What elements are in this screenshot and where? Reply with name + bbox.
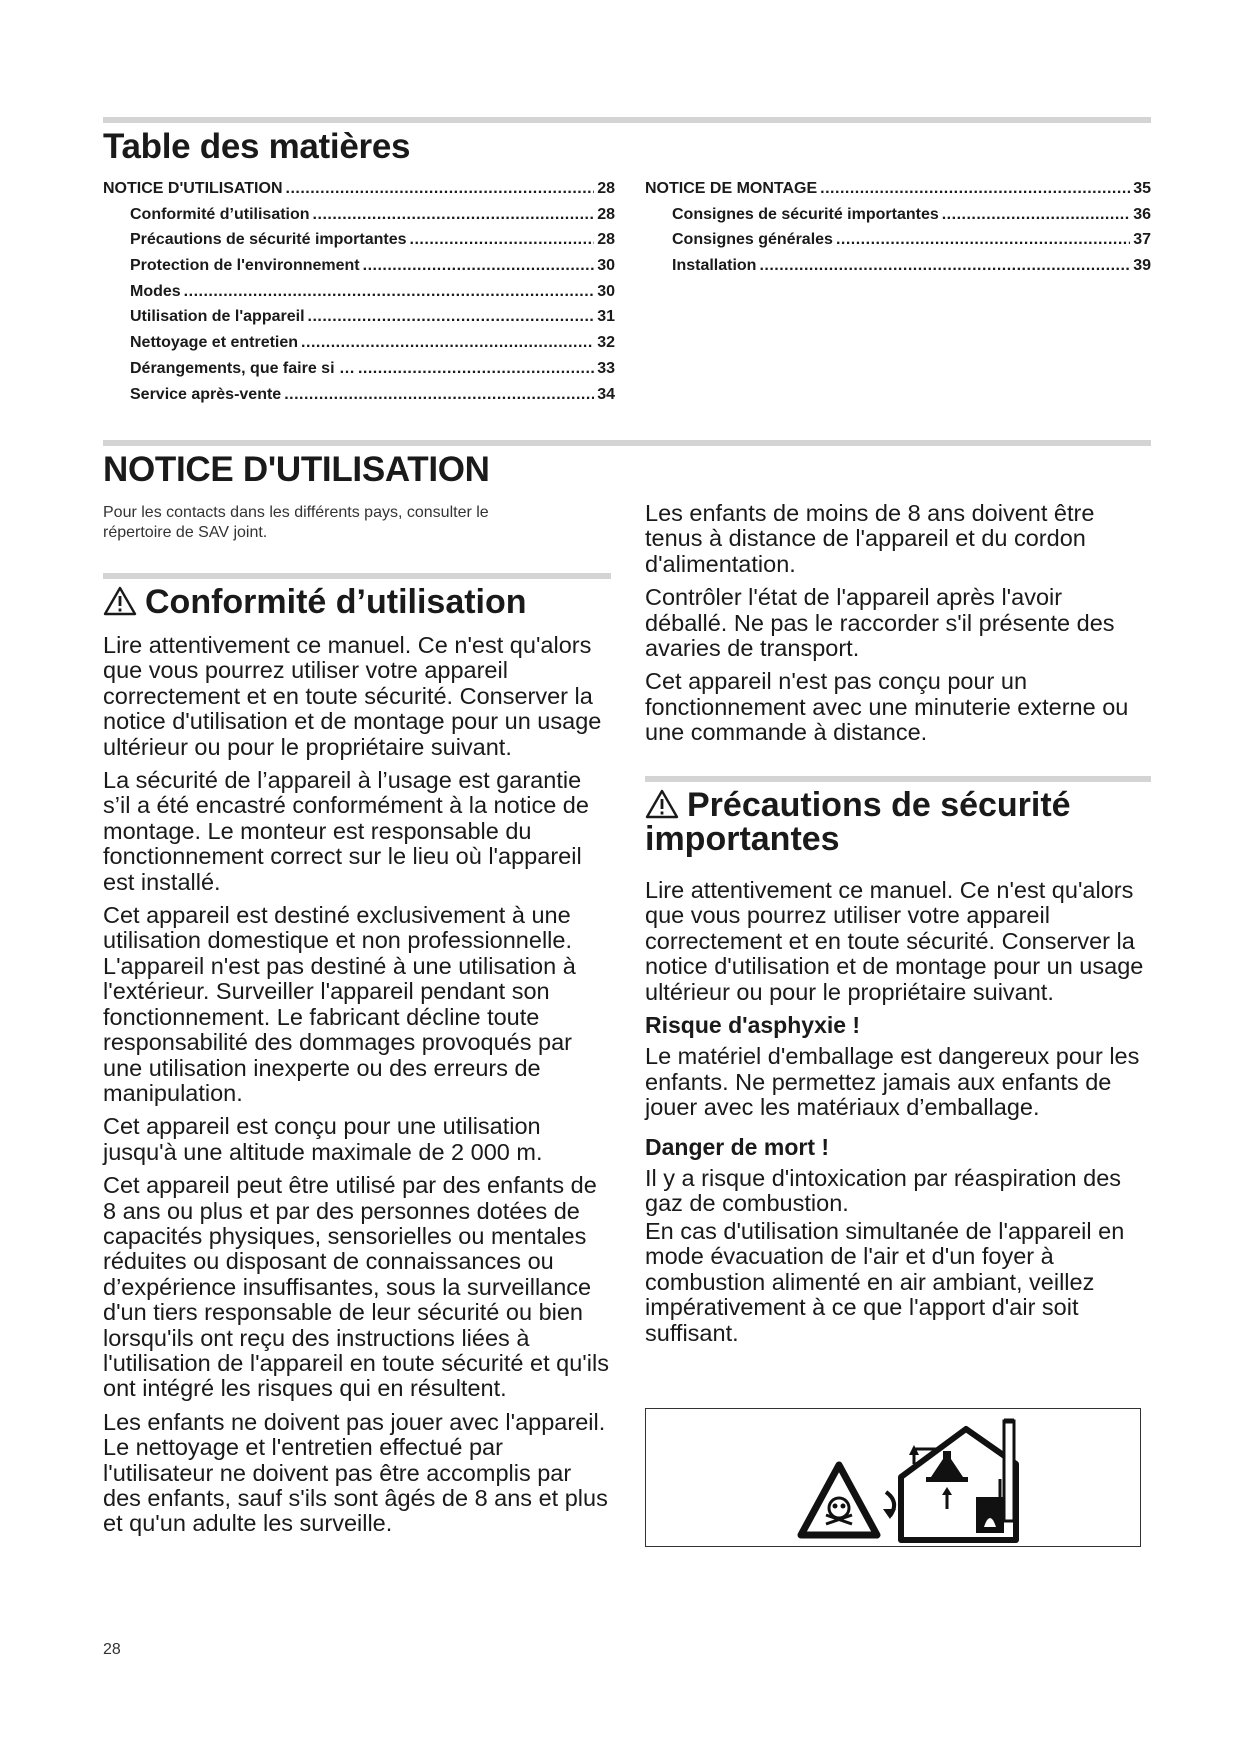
toc-entry[interactable]: [103, 386, 615, 412]
toc-entry-label: NOTICE DE MONTAGE: [645, 180, 818, 197]
toc-entry-page: 36: [1133, 205, 1151, 223]
toc-leader-dots: [286, 180, 595, 198]
toc-entry-label: Nettoyage et entretien: [130, 334, 299, 352]
toc-entry-page: 30: [597, 257, 615, 275]
conformite-section: [103, 585, 613, 1545]
toc-left-column: [103, 180, 615, 411]
toc-entry-label: Modes: [130, 282, 181, 300]
warning-triangle-icon: [103, 586, 137, 616]
toc-entry-label: Consignes de sécurité importantes: [672, 205, 939, 223]
toc-entry-label: Service après-vente: [130, 385, 282, 403]
right-paragraph: Cet appareil n'est pas conçu pour un fonctionnement avec une minuterie externe ou une commande à distance.: [645, 668, 1129, 746]
toc-entry[interactable]: [103, 257, 615, 283]
precautions-heading: [645, 788, 1150, 856]
toc-entry-page: 35: [1133, 180, 1151, 197]
toc-leader-dots: [759, 257, 1130, 275]
toc-entry-page: 31: [597, 308, 615, 326]
right-column-intro: [645, 501, 1150, 754]
right-paragraph: Les enfants de moins de 8 ans doivent être tenus à distance de l'appareil et du cordon d'alimentation.: [645, 500, 1095, 577]
combustion-warning-illustration: [646, 1409, 1140, 1546]
toc-entry-page: 32: [597, 334, 615, 352]
toc-entry-label: Précautions de sécurité importantes: [130, 231, 407, 249]
conformite-paragraph: Cet appareil est destiné exclusivement à une utilisation domestique et non professionnelle. L'appareil n'est pas destiné à une utilisation à l'extérieur. Surveiller l'appareil pendant son fonctionnement. Le fabricant décline toute responsabilité des dommages provoqués par une utilisation inexperte ou des erreurs de manipulation.: [103, 902, 576, 1106]
toc-leader-dots: [301, 334, 594, 352]
conformite-paragraph: La sécurité de l’appareil à l’usage est garantie s’il a été encastré conformément à la notice de montage. Le monteur est responsable du fonctionnement correct sur le lieu où l'appareil est installé.: [103, 767, 589, 895]
notice-title: NOTICE D'UTILISATION: [103, 450, 490, 489]
toc-entry-page: 39: [1133, 257, 1151, 275]
precautions-rule: [645, 776, 1151, 782]
top-rule: [103, 117, 1151, 123]
toc-entry-page: 37: [1133, 231, 1151, 249]
toc-entry-page: 28: [597, 180, 615, 197]
conformite-paragraph: Les enfants ne doivent pas jouer avec l'appareil. Le nettoyage et l'entretien effectué par l'utilisateur ne doivent pas être accomplis par des enfants, sauf s'ils sont âgés de 8 ans et plus et qu'un adulte les surveille.: [103, 1408, 608, 1537]
toc-entry[interactable]: [103, 308, 615, 334]
conformite-paragraph: Lire attentivement ce manuel. Ce n'est qu'alors que vous pourrez utiliser votre appareil correctement et en toute sécurité. Conserver la notice d'utilisation et de montage pour un usage ultérieur ou pour le propriétaire suivant.: [103, 632, 602, 760]
right-paragraph: Contrôler l'état de l'appareil après l'avoir déballé. Ne pas le raccorder s'il présente des avaries de transport.: [645, 584, 1115, 662]
toc-entry[interactable]: [645, 206, 1151, 232]
toc-entry-label: NOTICE D'UTILISATION: [103, 180, 283, 197]
toc-entry-page: 34: [597, 385, 615, 403]
toc-leader-dots: [313, 206, 595, 224]
toc-entry[interactable]: [645, 180, 1151, 206]
toc-entry[interactable]: [103, 180, 615, 206]
toc-entry-label: Conformité d’utilisation: [130, 205, 310, 223]
toc-leader-dots: [820, 180, 1130, 198]
page-number: 28: [103, 1641, 121, 1658]
toc-entry-page: 30: [597, 282, 615, 300]
asphyxie-heading: Risque d'asphyxie !: [645, 1012, 861, 1039]
toc-right-column: [645, 180, 1151, 283]
toc-entry-label: Utilisation de l'appareil: [130, 308, 305, 326]
precautions-section: [645, 788, 1150, 1354]
conformite-paragraph: Cet appareil est conçu pour une utilisation jusqu'à une altitude maximale de 2 000 m.: [103, 1113, 543, 1165]
toc-entry-page: 28: [597, 205, 615, 223]
toc-entry[interactable]: [103, 334, 615, 360]
toc-leader-dots: [942, 206, 1130, 224]
precautions-title: Précautions de sécurité importantes: [645, 786, 1071, 858]
toc-entry-label: Installation: [672, 257, 757, 275]
toc-title: Table des matières: [103, 127, 411, 166]
toc-entry-label: Dérangements, que faire si …: [130, 359, 355, 377]
toc-entry-label: Protection de l'environnement: [130, 257, 360, 275]
conformite-rule: [103, 573, 611, 579]
warning-triangle-icon: [645, 789, 679, 819]
precautions-intro: Lire attentivement ce manuel. Ce n'est qu'alors que vous pourrez utiliser votre appareil correctement et en toute sécurité. Conserver la notice d'utilisation et de montage pour un usage ultérieur ou pour le propriétaire suivant.: [645, 877, 1144, 1005]
toc-entry[interactable]: [645, 257, 1151, 283]
asphyxie-text: Le matériel d'emballage est dangereux pour les enfants. Ne permettez jamais aux enfants de jouer avec les matériaux d’emballage.: [645, 1043, 1140, 1121]
section-rule: [103, 440, 1151, 446]
toc-entry[interactable]: [103, 360, 615, 386]
toc-entry[interactable]: [103, 283, 615, 309]
danger-text: En cas d'utilisation simultanée de l'appareil en mode évacuation de l'air et d'un foyer à combustion alimenté en air ambiant, veillez impérativement à ce que l'apport d'air soit suffisant.: [645, 1217, 1125, 1346]
conformite-title: Conformité d’utilisation: [145, 583, 527, 621]
conformite-heading: [103, 585, 613, 619]
toc-leader-dots: [358, 360, 594, 378]
conformite-paragraph: Cet appareil peut être utilisé par des enfants de 8 ans ou plus et par des personnes dotées de capacités physiques, sensorielles ou mentales réduites ou disposant de connaissances ou d’expérience insuffisantes, sous la surveillance d'un tiers responsable de leur sécurité ou bien lorsqu'ils ont reçu des instructions liées à l'utilisation de l'appareil en toute sécurité et qu'ils ont intégré les risques qui en résultent.: [103, 1172, 609, 1402]
toc-leader-dots: [184, 283, 595, 301]
toc-entry[interactable]: [103, 206, 615, 232]
combustion-warning-figure: [645, 1408, 1141, 1547]
toc-entry[interactable]: [103, 231, 615, 257]
toc-entry-label: Consignes générales: [672, 231, 833, 249]
toc-leader-dots: [836, 231, 1130, 249]
toc-entry-page: 28: [597, 231, 615, 249]
toc-leader-dots: [410, 231, 595, 249]
contacts-note: Pour les contacts dans les différents pays, consulter le répertoire de SAV joint.: [103, 504, 489, 541]
toc-leader-dots: [284, 386, 594, 404]
danger-heading: Danger de mort !: [645, 1133, 830, 1160]
toc-entry-page: 33: [597, 359, 615, 377]
toc-leader-dots: [308, 308, 595, 326]
danger-text: Il y a risque d'intoxication par réaspiration des gaz de combustion.: [645, 1165, 1122, 1217]
toc-leader-dots: [363, 257, 595, 275]
toc-entry[interactable]: [645, 231, 1151, 257]
